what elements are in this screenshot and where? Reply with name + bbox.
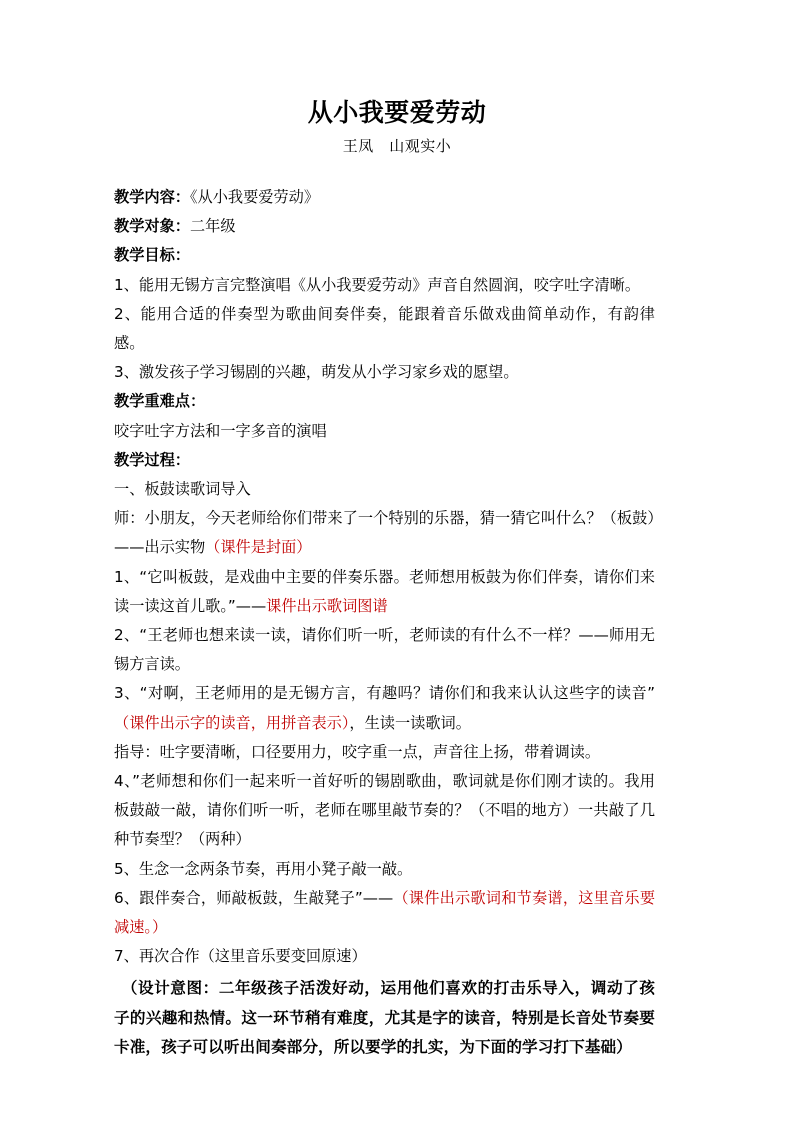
key-points-label: 教学重难点： [114, 392, 206, 411]
step-text-red: （课件是封面） [205, 538, 312, 557]
teaching-audience-value: 二年级 [189, 217, 236, 236]
step-text-black: 7、再次合作（这里音乐要变回原速） [114, 947, 367, 966]
process-step [114, 855, 655, 884]
process-step [114, 679, 655, 737]
process-step [114, 942, 655, 971]
teaching-content-value: 《从小我要爱劳动》 [189, 188, 320, 206]
process-step [114, 621, 655, 679]
step-text-red: （课件出示歌词和节奏谱，这里音乐要减速。） [114, 888, 656, 937]
process-step [114, 504, 655, 562]
step-text-black: 4、”老师想和你们一起来听一首好听的锡剧歌曲，歌词就是你们刚才读的。我用板鼓敲一敲，请你们听一听，老师在哪里敲节奏的？（不唱的地方）一共敲了几种节奏型？（两种） [114, 772, 655, 849]
step-text-black: 3、“对啊，王老师用的是无锡方言，有趣吗？请你们和我来认认这些字的读音” [114, 684, 655, 703]
teaching-process-label: 教学过程： [114, 450, 190, 469]
process-step [114, 884, 655, 942]
process-section-heading: 一、板鼓读歌词导入 [114, 480, 251, 499]
process-step [114, 563, 655, 621]
step-text-black: 1、“它叫板鼓，是戏曲中主要的伴奏乐器。老师想用板鼓为你们伴奏，请你们来读一读这首儿歌。”—— [114, 567, 655, 615]
author-affiliation: 王凤 山观实小 [342, 137, 452, 155]
step-text-red: 课件出示歌词图谱 [266, 596, 388, 615]
step-text-black: 指导：吐字要清晰，口径要用力，咬字重一点，声音往上扬，带着调读。 [114, 742, 600, 761]
step-text-black: 师：小朋友，今天老师给你们带来了一个特别的乐器，猜一猜它叫什么？（板鼓）——出示实物 [114, 509, 655, 557]
teaching-content-line [114, 183, 655, 212]
step-text-red: （课件出示字的读音，用拼音表示） [114, 713, 350, 732]
title-block [0, 0, 794, 157]
step-text-black: 2、“王老师也想来读一读，请你们听一听，老师读的有什么不一样？——师用无锡方言读。 [114, 626, 655, 674]
design-intent-paragraph: （设计意图：二年级孩子活泼好动，运用他们喜欢的打击乐导入，调动了孩子的兴趣和热情。这一环节稍有难度，尤其是字的读音，特别是长音处节奏要卡准，孩子可以听出间奏部分，所以要学的扎实，为下面的学习打下基础） [114, 979, 655, 1057]
document-body [0, 157, 794, 1063]
process-step [114, 767, 655, 855]
teaching-objectives-label: 教学目标： [114, 246, 190, 265]
objective-item: 3、激发孩子学习锡剧的兴趣，萌发从小学习家乡戏的愿望。 [114, 363, 519, 382]
objective-item: 1、能用无锡方言完整演唱《从小我要爱劳动》声音自然圆润，咬字吐字清晰。 [114, 275, 641, 294]
step-text-black: 5、生念一念两条节奏，再用小凳子敲一敲。 [114, 859, 413, 878]
step-text-black-tail: ，生读一读歌词。 [349, 713, 471, 732]
key-points-value: 咬字吐字方法和一字多音的演唱 [114, 421, 327, 440]
teaching-audience-label: 教学对象： [114, 217, 190, 236]
process-step [114, 738, 655, 767]
objective-item: 2、能用合适的伴奏型为歌曲间奏伴奏，能跟着音乐做戏曲简单动作，有韵律感。 [114, 304, 655, 353]
step-text-black: 6、跟伴奏合，师敲板鼓，生敲凳子”—— [114, 888, 394, 907]
teaching-content-label: 教学内容： [114, 188, 190, 206]
teaching-audience-line [114, 212, 655, 241]
page-title: 从小我要爱劳动 [307, 98, 487, 127]
